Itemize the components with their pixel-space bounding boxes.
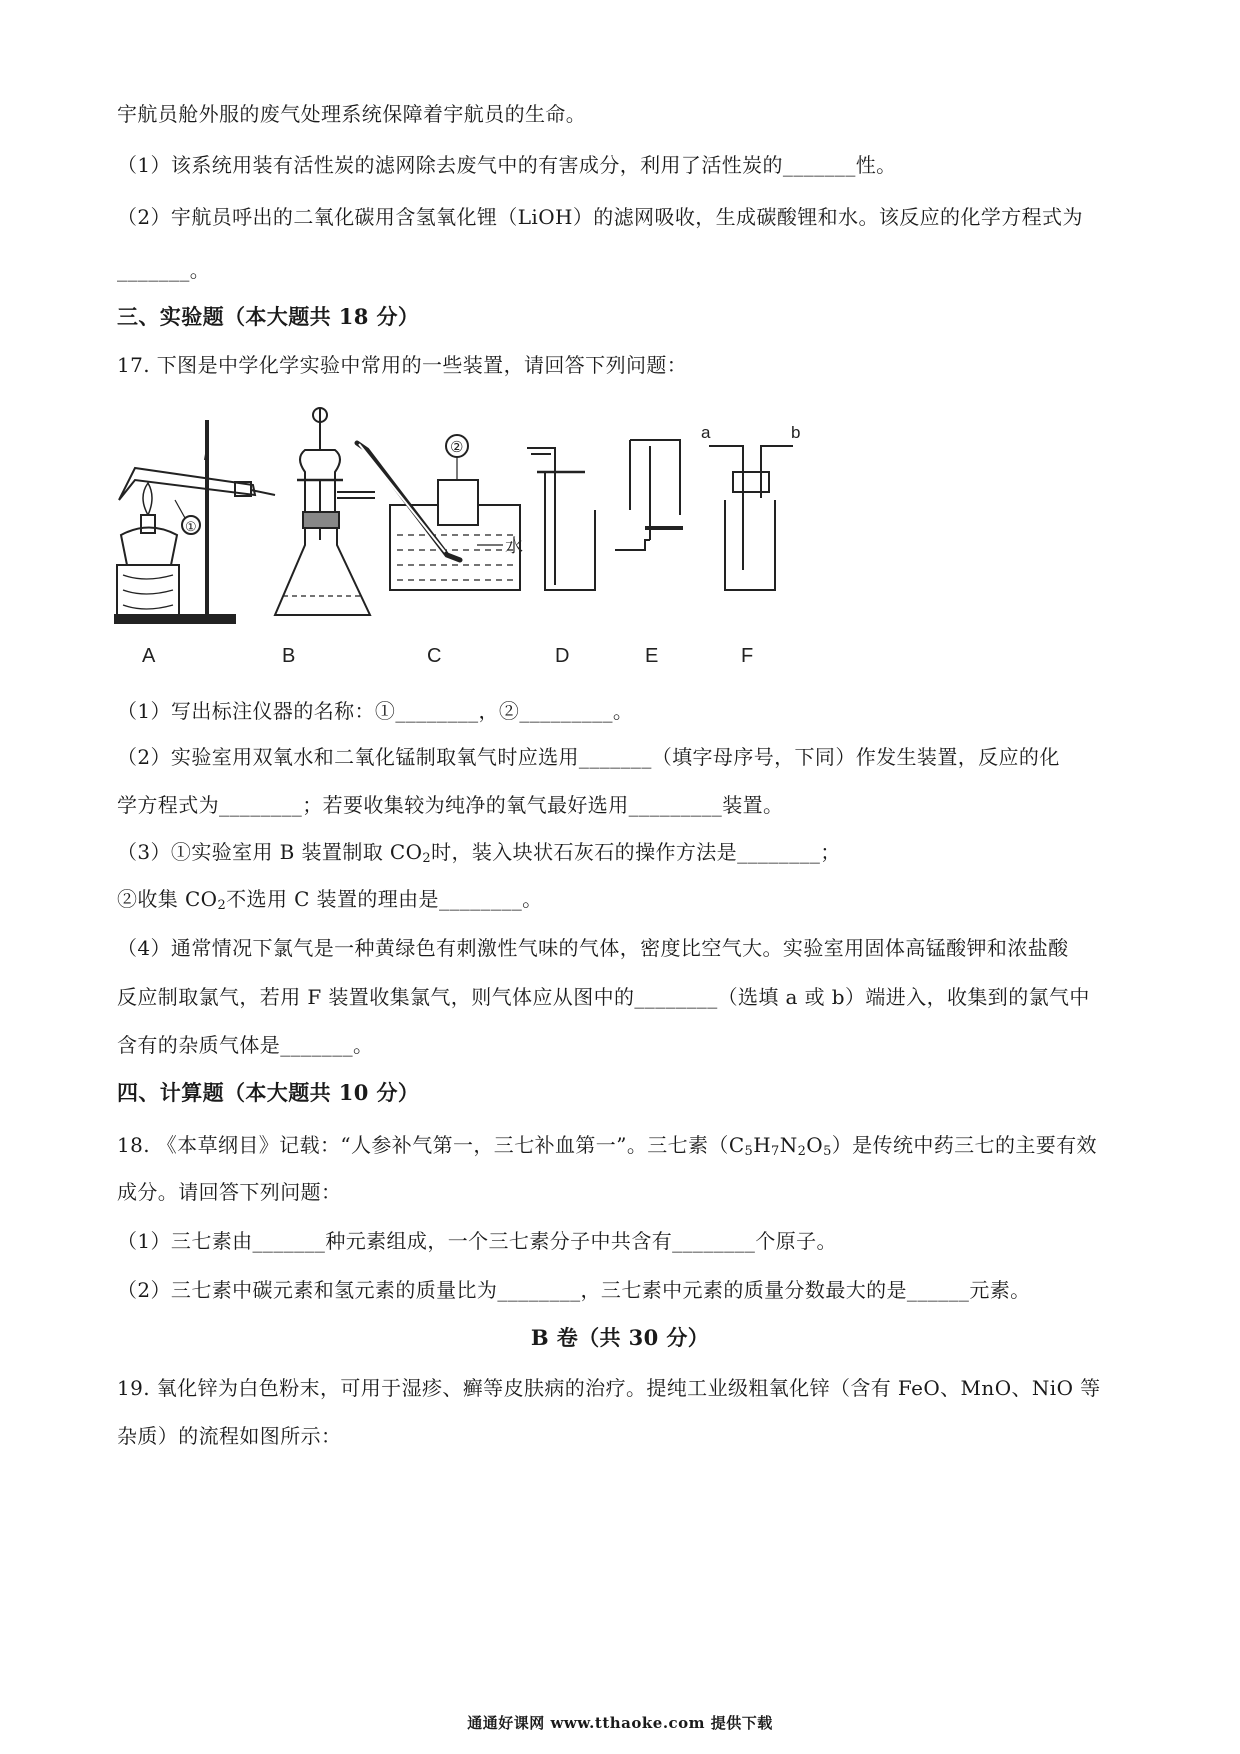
subscript: 2 (217, 898, 227, 913)
q17-part3-line1 (117, 838, 841, 866)
gas-jar (438, 480, 478, 525)
text: ）是传统中药三七的主要有效 (831, 1133, 1097, 1157)
apparatus-figure (105, 400, 915, 670)
marker-1-text: ① (185, 519, 197, 534)
intro-line-3: _______。 (117, 258, 211, 282)
text: ②收集 CO (117, 887, 218, 911)
subscript: 2 (797, 1144, 807, 1159)
text: 不选用 C 装置的理由是________。 (226, 887, 543, 911)
port-b-label: b (791, 423, 801, 442)
bottle-f (725, 500, 775, 590)
apparatus-c (357, 435, 520, 590)
apparatus-e (615, 440, 683, 550)
section4-heading: 四、计算题（本大题共 10 分） (117, 1080, 420, 1105)
q18-line1 (117, 1131, 1097, 1159)
lamp-wick-holder (141, 515, 155, 533)
q18-line2: 成分。请回答下列问题： (117, 1180, 342, 1204)
text: 18. 《本草纲目》记载：“人参补气第一，三七补血第一”。三七素（C (117, 1133, 745, 1157)
q18-part1: （1）三七素由_______种元素组成，一个三七素分子中共含有________个原子。 (117, 1229, 837, 1253)
label-d: D (555, 645, 570, 667)
part-b-heading: B 卷（共 30 分） (530, 1325, 710, 1350)
apparatus-d (527, 448, 595, 590)
q17-part4-line2: 反应制取氯气，若用 F 装置收集氯气，则气体应从图中的________（选填 a 或 b）端进入，收集到的氯气中 (117, 985, 1090, 1009)
subscript: 5 (823, 1144, 832, 1159)
page-footer[interactable]: 通通好课网 www.tthaoke.com 提供下载 (467, 1714, 773, 1732)
q17-part1: （1）写出标注仪器的名称：①________，②_________。 (117, 699, 634, 723)
wooden-block (117, 565, 179, 615)
text: N (779, 1133, 798, 1157)
label-e: E (645, 645, 659, 667)
label-a: A (142, 645, 156, 667)
flask-stopper (303, 512, 339, 528)
subscript: 7 (771, 1144, 780, 1159)
q17-part4-line1: （4）通常情况下氯气是一种黄绿色有刺激性气味的气体，密度比空气大。实验室用固体高锰酸钾和浓盐酸 (117, 936, 1069, 960)
q18-part2: （2）三七素中碳元素和氢元素的质量比为________，三七素中元素的质量分数最大的是______元素。 (117, 1278, 1031, 1302)
q17-part2-line1: （2）实验室用双氧水和二氧化锰制取氧气时应选用_______（填字母序号，下同）作发生装置，反应的化 (117, 745, 1060, 769)
text: 时，装入块状石灰石的操作方法是________； (431, 840, 841, 864)
intro-line-1: （1）该系统用装有活性炭的滤网除去废气中的有害成分，利用了活性炭的_______性。 (117, 153, 897, 177)
bottle-f-stopper (733, 472, 769, 492)
q17-part4-line3: 含有的杂质气体是_______。 (117, 1033, 374, 1057)
q17-part3-line2 (117, 885, 543, 913)
apparatus-f (709, 446, 793, 590)
label-b: B (282, 645, 296, 667)
port-a-label: a (701, 423, 711, 442)
subscript: 5 (744, 1144, 754, 1159)
q17-part2-line2: 学方程式为________；若要收集较为纯净的氧气最好选用_________装置。 (117, 793, 784, 817)
bottle-e (630, 440, 680, 515)
marker-2-text: ② (450, 439, 464, 456)
intro-line-2: （2）宇航员呼出的二氧化碳用含氢氧化锂（LiOH）的滤网吸收，生成碳酸锂和水。该反应的化学方程式为 (117, 205, 1083, 229)
section3-heading: 三、实验题（本大题共 18 分） (117, 304, 420, 329)
water-label: 水 (505, 536, 523, 557)
label-c: C (427, 645, 442, 667)
q19-line2: 杂质）的流程如图所示： (117, 1424, 342, 1448)
subscript: 2 (422, 851, 432, 866)
q17-stem: 17. 下图是中学化学实验中常用的一些装置，请回答下列问题： (117, 353, 688, 377)
text: （3）①实验室用 B 装置制取 CO (117, 840, 423, 864)
label-f: F (741, 645, 754, 667)
text: H (753, 1133, 772, 1157)
bottle-d (545, 510, 595, 590)
stand-base (115, 615, 235, 623)
flame (143, 483, 152, 515)
text: O (806, 1133, 824, 1157)
intro-line-0: 宇航员舱外服的废气处理系统保障着宇航员的生命。 (117, 102, 587, 126)
q19-line1: 19. 氧化锌为白色粉末，可用于湿疹、癣等皮肤病的治疗。提纯工业级粗氧化锌（含有 FeO、MnO、NiO 等 (117, 1376, 1101, 1400)
apparatus-b (275, 408, 375, 615)
